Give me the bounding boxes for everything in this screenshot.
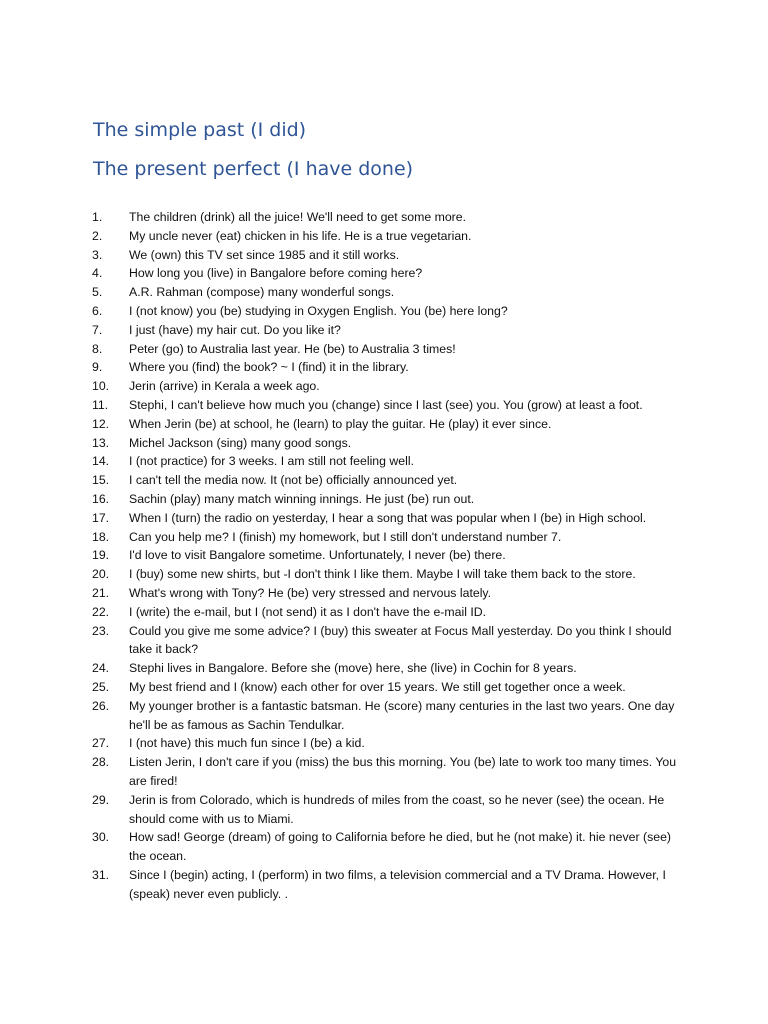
exercise-number: 14. — [92, 454, 110, 469]
exercise-item — [0, 753, 768, 791]
exercise-text: Where you (find) the book? ~ I (find) it in the library. — [129, 360, 409, 375]
exercise-item — [0, 828, 768, 866]
exercise-item — [0, 358, 768, 377]
exercise-text: Jerin is from Colorado, which is hundreds of miles from the coast, so he never (see) the ocean. He should come with us to Miami. — [129, 792, 665, 826]
exercise-text: I just (have) my hair cut. Do you like it? — [129, 322, 341, 337]
exercise-text: When Jerin (be) at school, he (learn) to play the guitar. He (play) it ever since. — [129, 416, 552, 431]
exercise-item — [0, 659, 768, 678]
exercise-number: 26. — [92, 698, 110, 713]
exercise-number: 28. — [92, 755, 110, 770]
exercise-item — [0, 678, 768, 697]
exercise-number: 29. — [92, 792, 110, 807]
exercise-number: 6. — [92, 303, 103, 318]
exercise-text: A.R. Rahman (compose) many wonderful songs. — [129, 285, 395, 300]
exercise-text: Sachin (play) many match winning innings. He just (be) run out. — [129, 491, 475, 506]
exercise-text: I (not practice) for 3 weeks. I am still not feeling well. — [129, 454, 414, 469]
title-simple-past: The simple past (I did) — [93, 119, 307, 141]
exercise-text: I (write) the e-mail, but I (not send) it as I don't have the e-mail ID. — [129, 604, 487, 619]
exercise-number: 19. — [92, 548, 110, 563]
exercise-item — [0, 622, 768, 660]
exercise-item — [0, 866, 768, 904]
exercise-item — [0, 208, 768, 227]
exercise-text: I can't tell the media now. It (not be) officially announced yet. — [129, 473, 458, 488]
exercise-number: 16. — [92, 491, 110, 506]
exercise-number: 7. — [92, 322, 103, 337]
exercise-number: 15. — [92, 473, 110, 488]
exercise-text: Jerin (arrive) in Kerala a week ago. — [129, 379, 320, 394]
exercise-item — [0, 509, 768, 528]
exercise-item — [0, 321, 768, 340]
exercise-number: 17. — [92, 510, 110, 525]
exercise-item — [0, 283, 768, 302]
exercise-text: I (buy) some new shirts, but -I don't think I like them. Maybe I will take them back to the store. — [129, 567, 636, 582]
exercise-text: Since I (begin) acting, I (perform) in two films, a television commercial and a TV Drama. However, I (speak) never even publicly. . — [129, 867, 666, 901]
exercise-number: 5. — [92, 285, 103, 300]
exercise-item — [0, 603, 768, 622]
exercise-text: How sad! George (dream) of going to California before he died, but he (not make) it. hie never (see) the ocean. — [129, 830, 672, 864]
exercise-number: 23. — [92, 623, 110, 638]
exercise-text: How long you (live) in Bangalore before coming here? — [129, 266, 423, 281]
exercise-item — [0, 546, 768, 565]
exercise-number: 30. — [92, 830, 110, 845]
exercise-text: Peter (go) to Australia last year. He (be) to Australia 3 times! — [129, 341, 456, 356]
exercise-item — [0, 791, 768, 829]
exercise-text: I (not know) you (be) studying in Oxygen English. You (be) here long? — [129, 303, 508, 318]
exercise-number: 1. — [92, 210, 103, 224]
exercise-number: 2. — [92, 228, 103, 243]
exercise-number: 21. — [92, 585, 110, 600]
exercise-item — [0, 452, 768, 471]
exercise-text: Michel Jackson (sing) many good songs. — [129, 435, 352, 450]
exercise-text: Could you give me some advice? I (buy) this sweater at Focus Mall yesterday. Do you think I should take it back? — [129, 623, 672, 657]
exercise-item — [0, 565, 768, 584]
exercise-text: Listen Jerin, I don't care if you (miss) the bus this morning. You (be) late to work too many times. You are fired! — [129, 755, 677, 788]
exercise-item — [0, 340, 768, 359]
exercise-text: What's wrong with Tony? He (be) very stressed and nervous lately. — [129, 585, 492, 600]
exercise-number: 25. — [92, 679, 110, 694]
exercise-text: My best friend and I (know) each other for over 15 years. We still get together once a week. — [129, 679, 626, 694]
exercise-number: 13. — [92, 435, 110, 450]
exercise-item — [0, 415, 768, 434]
exercise-text: Stephi, I can't believe how much you (change) since I last (see) you. You (grow) at least a foot. — [129, 397, 643, 412]
exercise-item — [0, 434, 768, 453]
exercise-number: 22. — [92, 604, 110, 619]
exercise-item — [0, 264, 768, 283]
exercise-text: Can you help me? I (finish) my homework, but I still don't understand number 7. — [129, 529, 562, 544]
exercise-number: 27. — [92, 736, 110, 751]
exercise-text: When I (turn) the radio on yesterday, I hear a song that was popular when I (be) in High school. — [129, 510, 647, 525]
exercise-text: My younger brother is a fantastic batsman. He (score) many centuries in the last two years. One day he'll be as famous as Sachin Tendulkar. — [129, 698, 675, 732]
exercise-number: 3. — [92, 247, 103, 262]
exercise-number: 31. — [92, 867, 110, 882]
exercise-text: Stephi lives in Bangalore. Before she (move) here, she (live) in Cochin for 8 years. — [129, 661, 577, 676]
exercise-item — [0, 471, 768, 490]
exercise-list — [0, 208, 768, 903]
exercise-item — [0, 302, 768, 321]
exercise-number: 18. — [92, 529, 110, 544]
exercise-number: 24. — [92, 661, 110, 676]
exercise-number: 20. — [92, 567, 110, 582]
exercise-item — [0, 396, 768, 415]
exercise-item — [0, 227, 768, 246]
exercise-text: The children (drink) all the juice! We'll need to get some more. — [129, 210, 467, 224]
exercise-item — [0, 377, 768, 396]
title-present-perfect: The present perfect (I have done) — [93, 158, 414, 180]
exercise-item — [0, 490, 768, 509]
exercise-item — [0, 584, 768, 603]
exercise-number: 10. — [92, 379, 110, 394]
exercise-number: 4. — [92, 266, 103, 281]
exercise-text: I'd love to visit Bangalore sometime. Unfortunately, I never (be) there. — [129, 548, 506, 563]
exercise-number: 8. — [92, 341, 103, 356]
exercise-number: 12. — [92, 416, 110, 431]
exercise-text: My uncle never (eat) chicken in his life. He is a true vegetarian. — [129, 228, 472, 243]
exercise-text: We (own) this TV set since 1985 and it still works. — [129, 247, 400, 262]
exercise-item — [0, 734, 768, 753]
exercise-number: 11. — [92, 397, 109, 412]
exercise-number: 9. — [92, 360, 103, 375]
exercise-item — [0, 697, 768, 735]
exercise-text: I (not have) this much fun since I (be) a kid. — [129, 736, 365, 751]
exercise-item — [0, 528, 768, 547]
exercise-item — [0, 246, 768, 265]
